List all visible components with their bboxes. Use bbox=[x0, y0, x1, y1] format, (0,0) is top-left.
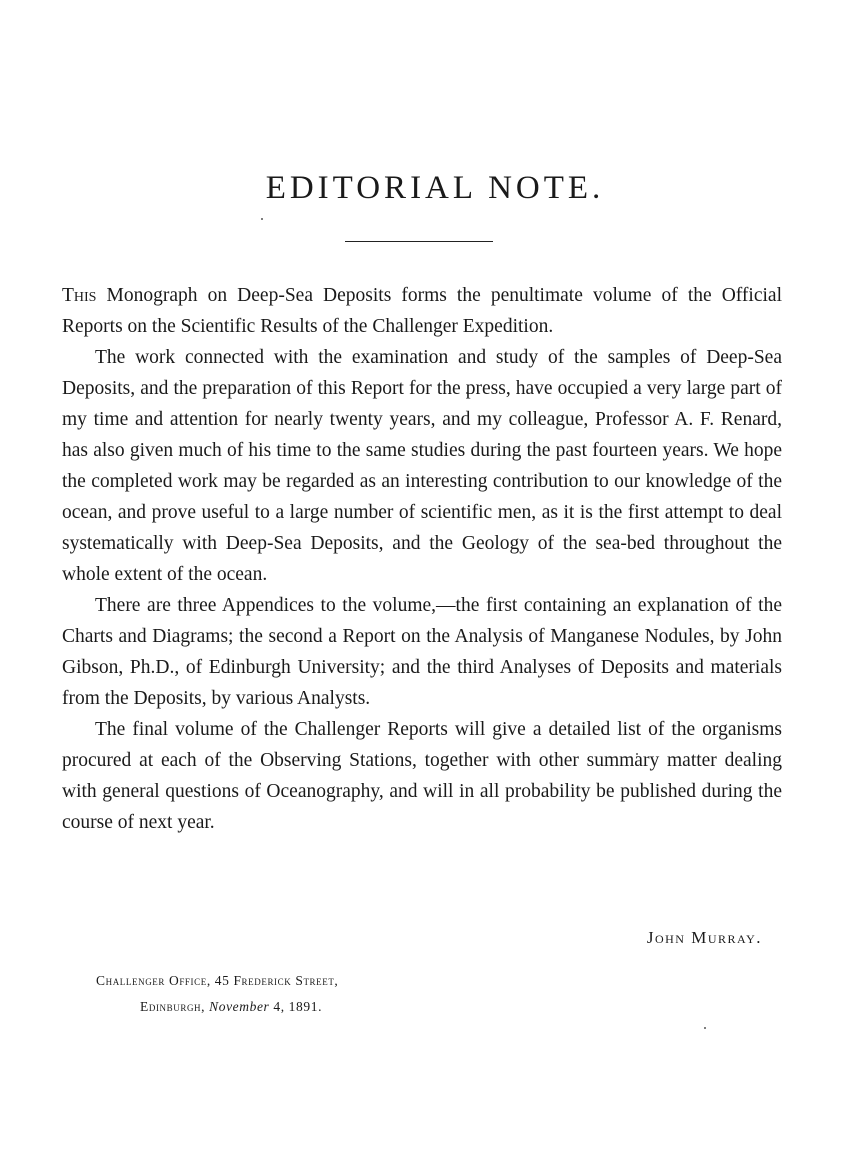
address-city: Edinburgh, bbox=[140, 999, 206, 1014]
page-title: EDITORIAL NOTE. bbox=[265, 170, 605, 206]
title-divider bbox=[345, 241, 493, 242]
address-line-2 bbox=[96, 994, 338, 1020]
print-speck bbox=[704, 1027, 706, 1029]
paragraph-lead-word: This bbox=[62, 285, 97, 306]
address-date: 4, 1891. bbox=[269, 999, 323, 1014]
author-signature: John Murray. bbox=[646, 928, 762, 947]
paragraph: There are three Appendices to the volume,—the first containing an explanation of the Charts and Diagrams; the second a Report on the Analysis of Manganese Nodules, by John Gibson, Ph.D., of Edinburgh University; and the third Analyses of Deposits and materials from the Deposits, by various Analysts. bbox=[62, 595, 782, 709]
body-text bbox=[62, 280, 782, 838]
print-speck bbox=[261, 218, 263, 220]
address-month: November bbox=[209, 999, 270, 1014]
paragraph: The work connected with the examination and study of the samples of Deep-Sea Deposits, and the preparation of this Report for the press, have occupied a very large part of my time and attention for nearly twenty years, and my colleague, Professor A. F. Renard, has also given much of his time to the same studies during the past fourteen years. We hope the completed work may be regarded as an interesting contribution to our knowledge of the ocean, and prove useful to a large number of scientific men, as it is the first attempt to deal systematically with Deep-Sea Deposits, and the Geology of the sea-bed throughout the whole extent of the ocean. bbox=[62, 347, 782, 585]
address-line-1: Challenger Office, 45 Frederick Street, bbox=[96, 973, 339, 988]
paragraph: The final volume of the Challenger Reports will give a detailed list of the organisms procured at each of the Observing Stations, together with other summary matter dealing with general questions of Oceanography, and will in all probability be published during the course of next year. bbox=[62, 719, 782, 833]
address-block bbox=[96, 968, 338, 1020]
paragraph bbox=[62, 280, 782, 342]
paragraph-text: Monograph on Deep-Sea Deposits forms the penultimate volume of the Official Reports on the Scientific Results of the Challenger Expedition. bbox=[62, 285, 782, 337]
